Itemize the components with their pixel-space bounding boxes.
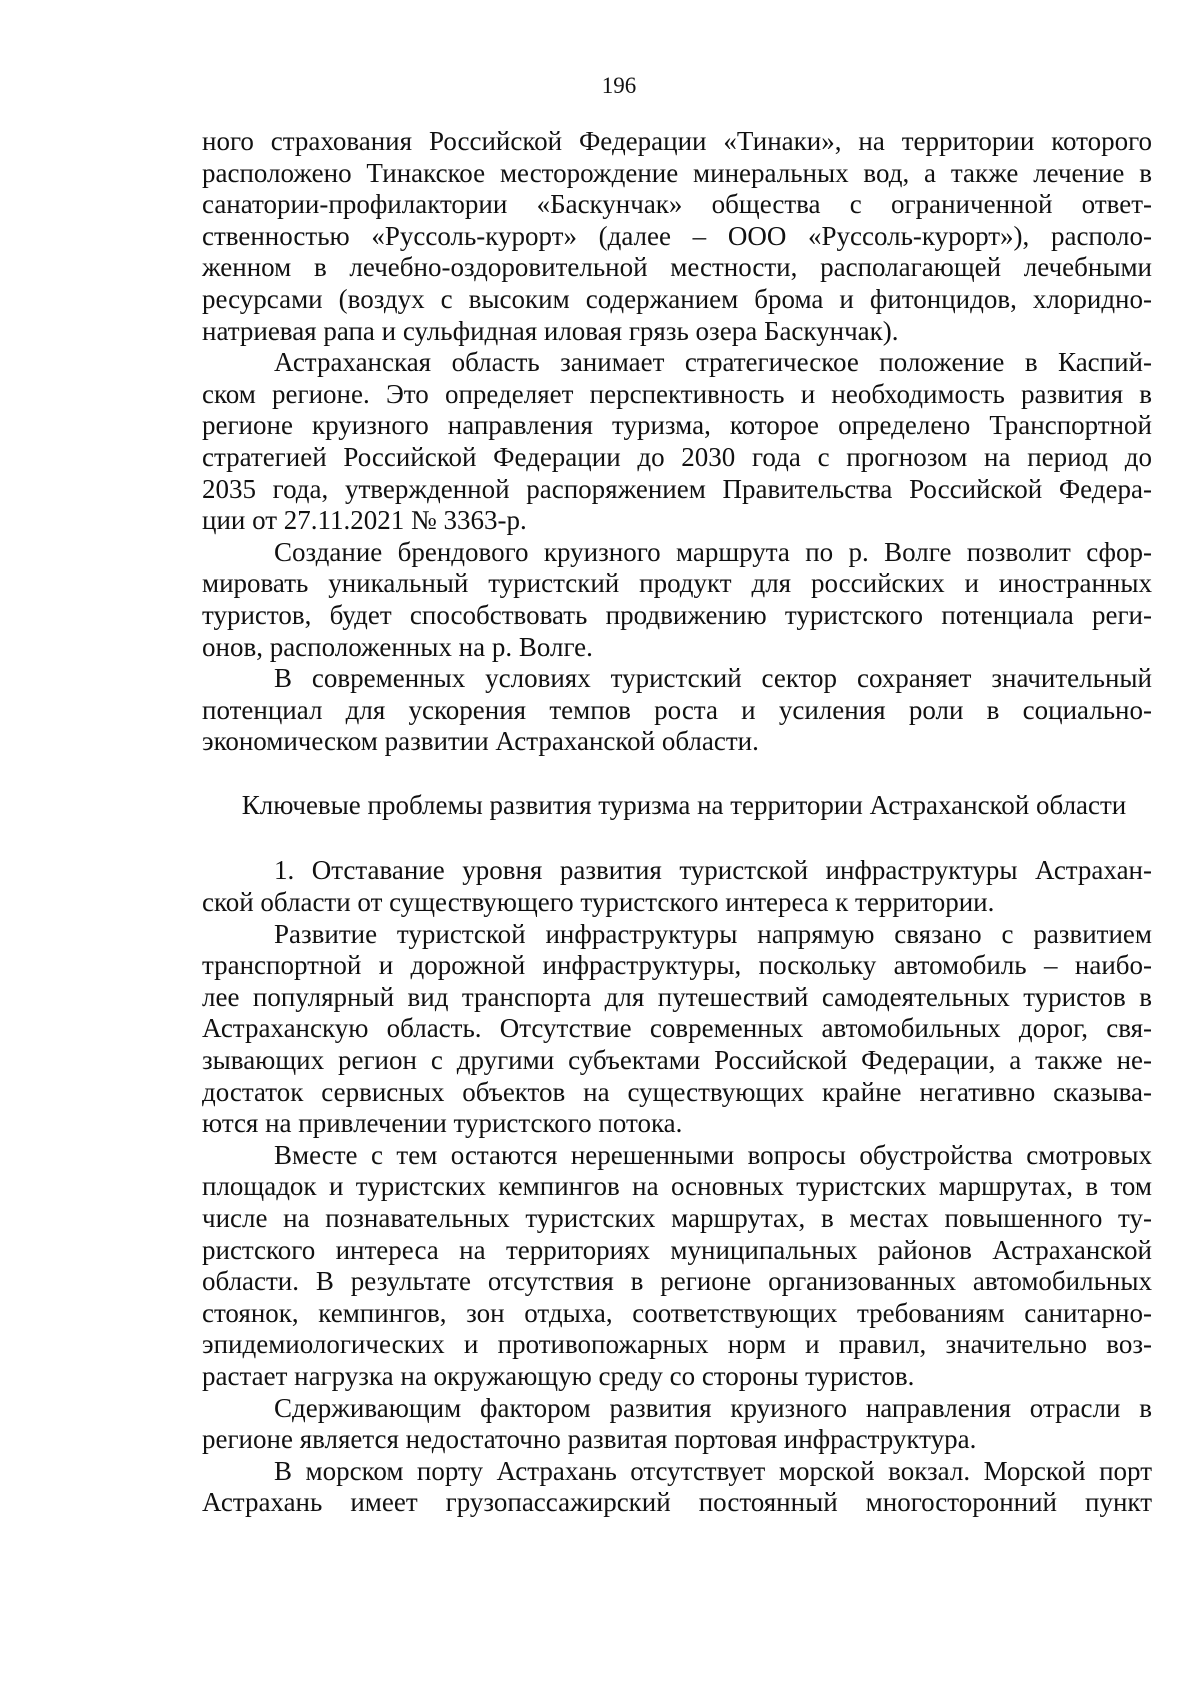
text-line: стратегией Российской Федерации до 2030 года с прогнозом на период до: [202, 441, 1152, 472]
text-line: ции от 27.11.2021 № 3363-р.: [202, 505, 527, 536]
page-number: 196: [601, 73, 637, 98]
text-line: санатории-профилактории «Баскунчак» общества с ограниченной ответ-: [202, 189, 1152, 220]
text-line: ресурсами (воздух с высоким содержанием брома и фитонцидов, хлоридно-: [202, 283, 1152, 314]
text-line: числе на познавательных туристских маршрутах, в местах повышенного ту-: [202, 1203, 1152, 1233]
paragraph-tourism-potential: [202, 663, 1152, 758]
text-line: Создание брендового круизного маршрута по р. Волге позволит сфор-: [274, 536, 1152, 567]
paragraph-sea-port: [202, 1456, 1152, 1519]
text-line: зывающих регион с другими субъектами Российской Федерации, а также не-: [202, 1045, 1152, 1076]
text-line: В современных условиях туристский сектор сохраняет значительный: [274, 663, 1152, 694]
text-line: транспортной и дорожной инфраструктуры, поскольку автомобиль – наибо-: [202, 950, 1152, 981]
paragraph-port-infrastructure: [202, 1393, 1152, 1456]
text-line: ного страхования Российской Федерации «Тинаки», на территории которого: [202, 126, 1152, 156]
paragraph-strategic-position: [202, 347, 1152, 537]
paragraph-cruise-route: [202, 537, 1152, 663]
paragraph-campings: [202, 1140, 1152, 1393]
spacer: [202, 821, 1152, 855]
text-line: ственностью «Руссоль-курорт» (далее – ООО «Руссоль-курорт»), располо-: [202, 220, 1152, 251]
text-line: Развитие туристской инфраструктуры напрямую связано с развитием: [274, 918, 1152, 949]
text-line: достаток сервисных объектов на существующих крайне негативно сказыва-: [202, 1076, 1152, 1107]
text-line: регионе круизного направления туризма, которое определено Транспортной: [202, 410, 1152, 441]
paragraph-problem-1: [202, 855, 1152, 918]
text-line: ристского интереса на территориях муниципальных районов Астраханской: [202, 1234, 1152, 1265]
text-line: регионе является недостаточно развитая портовая инфраструктура.: [202, 1424, 977, 1455]
body-text: [202, 126, 1152, 1519]
text-line: лее популярный вид транспорта для путешествий самодеятельных туристов в: [202, 981, 1152, 1012]
text-line: растает нагрузка на окружающую среду со стороны туристов.: [202, 1360, 915, 1391]
text-line: туристов, будет способствовать продвижению туристского потенциала реги-: [202, 599, 1152, 630]
text-line: Вместе с тем остаются нерешенными вопросы обустройства смотровых: [274, 1139, 1152, 1170]
text-line: Сдерживающим фактором развития круизного направления отрасли в: [274, 1392, 1152, 1423]
text-line: экономическом развитии Астраханской области.: [202, 726, 759, 757]
paragraph-continuation: [202, 126, 1152, 347]
text-line: 1. Отставание уровня развития туристской инфраструктуры Астрахан-: [274, 855, 1152, 886]
spacer: [202, 758, 1152, 790]
text-line: ются на привлечении туристского потока.: [202, 1108, 683, 1139]
text-line: стоянок, кемпингов, зон отдыха, соответствующих требованиям санитарно-: [202, 1297, 1152, 1328]
text-line: женном в лечебно-оздоровительной местности, располагающей лечебными: [202, 252, 1152, 283]
section-heading: Ключевые проблемы развития туризма на территории Астраханской области: [241, 789, 1127, 820]
text-line: расположено Тинакское месторождение минеральных вод, а также лечение в: [202, 157, 1152, 188]
text-line: потенциал для ускорения темпов роста и усиления роли в социально-: [202, 694, 1152, 725]
text-line: 2035 года, утвержденной распоряжением Правительства Российской Федера-: [202, 473, 1152, 504]
text-line: Астраханскую область. Отсутствие современных автомобильных дорог, свя-: [202, 1013, 1152, 1044]
text-line: ском регионе. Это определяет перспективность и необходимость развития в: [202, 378, 1152, 409]
text-line: онов, расположенных на р. Волге.: [202, 631, 593, 662]
text-line: ской области от существующего туристского интереса к территории.: [202, 887, 995, 918]
text-line: В морском порту Астрахань отсутствует морской вокзал. Морской порт: [274, 1455, 1152, 1486]
text-line: области. В результате отсутствия в регионе организованных автомобильных: [202, 1266, 1152, 1297]
text-line: площадок и туристских кемпингов на основных туристских маршрутах, в том: [202, 1171, 1152, 1202]
text-line: эпидемиологических и противопожарных норм и правил, значительно воз-: [202, 1329, 1152, 1360]
text-line: Астрахань имеет грузопассажирский постоянный многосторонний пункт: [202, 1487, 1152, 1518]
text-line: мировать уникальный туристский продукт для российских и иностранных: [202, 568, 1152, 599]
paragraph-infrastructure: [202, 919, 1152, 1140]
text-line: натриевая рапа и сульфидная иловая грязь озера Баскунчак).: [202, 315, 899, 346]
text-line: Астраханская область занимает стратегическое положение в Каспий-: [274, 347, 1152, 378]
